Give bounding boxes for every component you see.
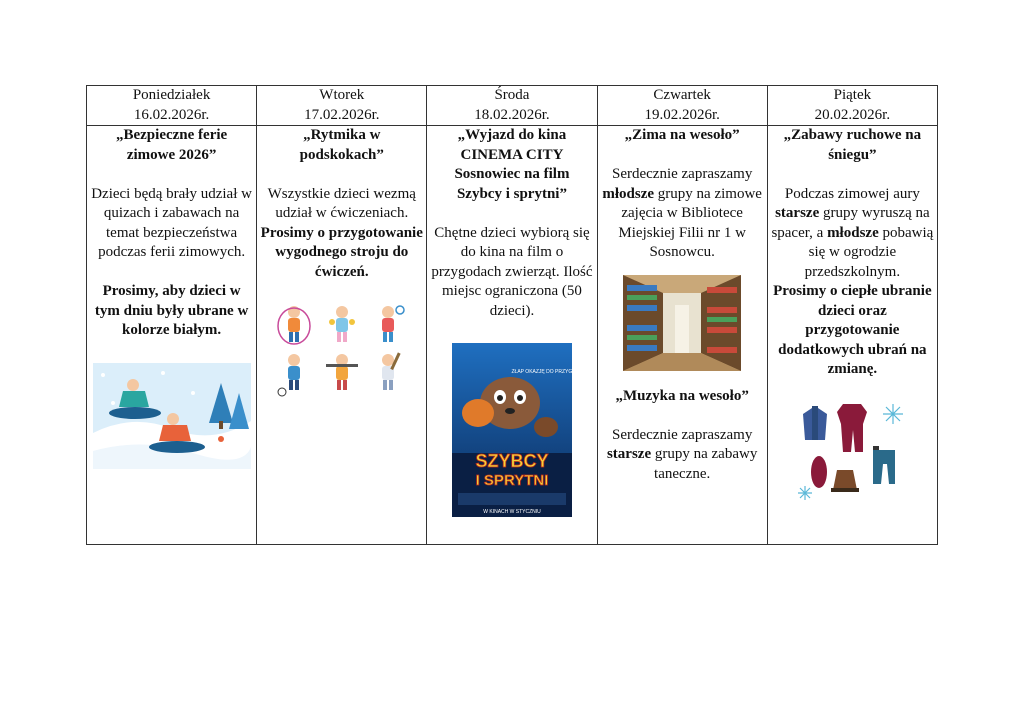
thursday-text-1c: grupy na zimowe zajęcia w Bibliotece Miejskiej Filii nr 1 w Sosnowcu. (618, 185, 762, 260)
friday-text-a: Podczas zimowej aury (784, 185, 920, 202)
weekly-schedule-table (86, 85, 938, 545)
day-header-friday (767, 86, 937, 126)
day-date: 20.02.2026r. (814, 106, 891, 123)
day-name: Wtorek (319, 87, 365, 103)
wednesday-cell (427, 126, 597, 545)
friday-title: „Zabawy ruchowe na śniegu” (783, 127, 922, 163)
friday-text-e: pobawią się w ogrodzie przedszkolnym. (804, 224, 934, 280)
poster-footer: W KINACH W STYCZNIU (483, 509, 541, 515)
tuesday-note: Prosimy o przygotowanie wygodnego stroju do ćwiczeń. (260, 224, 423, 280)
library-shelves-photo-icon (623, 275, 741, 371)
children-sledding-illustration-icon (93, 363, 251, 469)
friday-note: Prosimy o ciepłe ubranie dzieci oraz przygotowanie dodatkowych ubrań na zmianę. (773, 283, 932, 377)
thursday-text-1a: Serdecznie zapraszamy (611, 166, 753, 182)
tuesday-title: „Rytmika w podskokach” (299, 127, 384, 163)
day-date: 16.02.2026r. (133, 106, 210, 123)
thursday-text-1b: młodsze (602, 185, 655, 202)
friday-text-d: młodsze (827, 224, 879, 241)
friday-text-c: grupy wyruszą na spacer, a (771, 205, 930, 241)
day-name: Piątek (833, 87, 872, 103)
tuesday-cell (257, 126, 427, 545)
poster-title-line1: SZYBCY (475, 451, 549, 471)
day-header-tuesday (257, 86, 427, 126)
wednesday-title: „Wyjazd do kina CINEMA CITY Sosnowiec na film Szybcy i sprytni” (454, 127, 570, 202)
friday-text (771, 186, 933, 280)
friday-text-b: starsze (775, 205, 820, 221)
thursday-title-2: „Muzyka na wesoło” (615, 387, 749, 404)
children-exercising-illustration-icon (274, 302, 410, 398)
day-header-wednesday (427, 86, 597, 126)
day-date: 17.02.2026r. (304, 106, 380, 123)
day-header-thursday (597, 86, 767, 126)
winter-clothes-illustration-icon (797, 394, 907, 502)
tuesday-text: Wszystkie dzieci wezmą udział w ćwiczeniach. (267, 185, 416, 221)
day-name: Czwartek (653, 87, 711, 103)
thursday-text-1 (602, 166, 762, 260)
monday-cell (87, 126, 257, 545)
day-date: 18.02.2026r. (474, 106, 550, 123)
wednesday-text: Chętne dzieci wybiorą się do kina na film o przygodach zwierząt. Ilość miejsc ograniczona (50 dzieci). (431, 224, 593, 319)
thursday-text-2b: starsze (606, 446, 652, 462)
poster-tagline: ZŁAP OKAZJĘ DO PRZYGODY! (511, 369, 585, 375)
thursday-text-2c: grupy na zabawy taneczne. (651, 446, 758, 482)
day-name: Poniedziałek (132, 87, 211, 103)
friday-cell (767, 126, 937, 545)
thursday-text-2 (607, 427, 757, 482)
content-row (87, 126, 938, 545)
thursday-title-1: „Zima na wesoło” (624, 127, 740, 143)
day-date: 19.02.2026r. (644, 106, 720, 123)
thursday-text-2a: Serdecznie zapraszamy (611, 426, 753, 443)
monday-title: „Bezpieczne ferie zimowe 2026” (115, 127, 228, 163)
monday-note: Prosimy, aby dzieci w tym dniu były ubrane w kolorze białym. (94, 283, 249, 338)
monday-text: Dzieci będą brały udział w quizach i zabawach na temat bezpieczeństwa podczas ferii zimowych. (91, 185, 252, 260)
thursday-cell (597, 126, 767, 545)
header-row (87, 86, 938, 126)
poster-title-line2: I SPRYTNI (475, 472, 549, 489)
day-name: Środa (494, 87, 530, 103)
day-header-monday (87, 86, 257, 126)
movie-poster-icon (452, 343, 585, 517)
